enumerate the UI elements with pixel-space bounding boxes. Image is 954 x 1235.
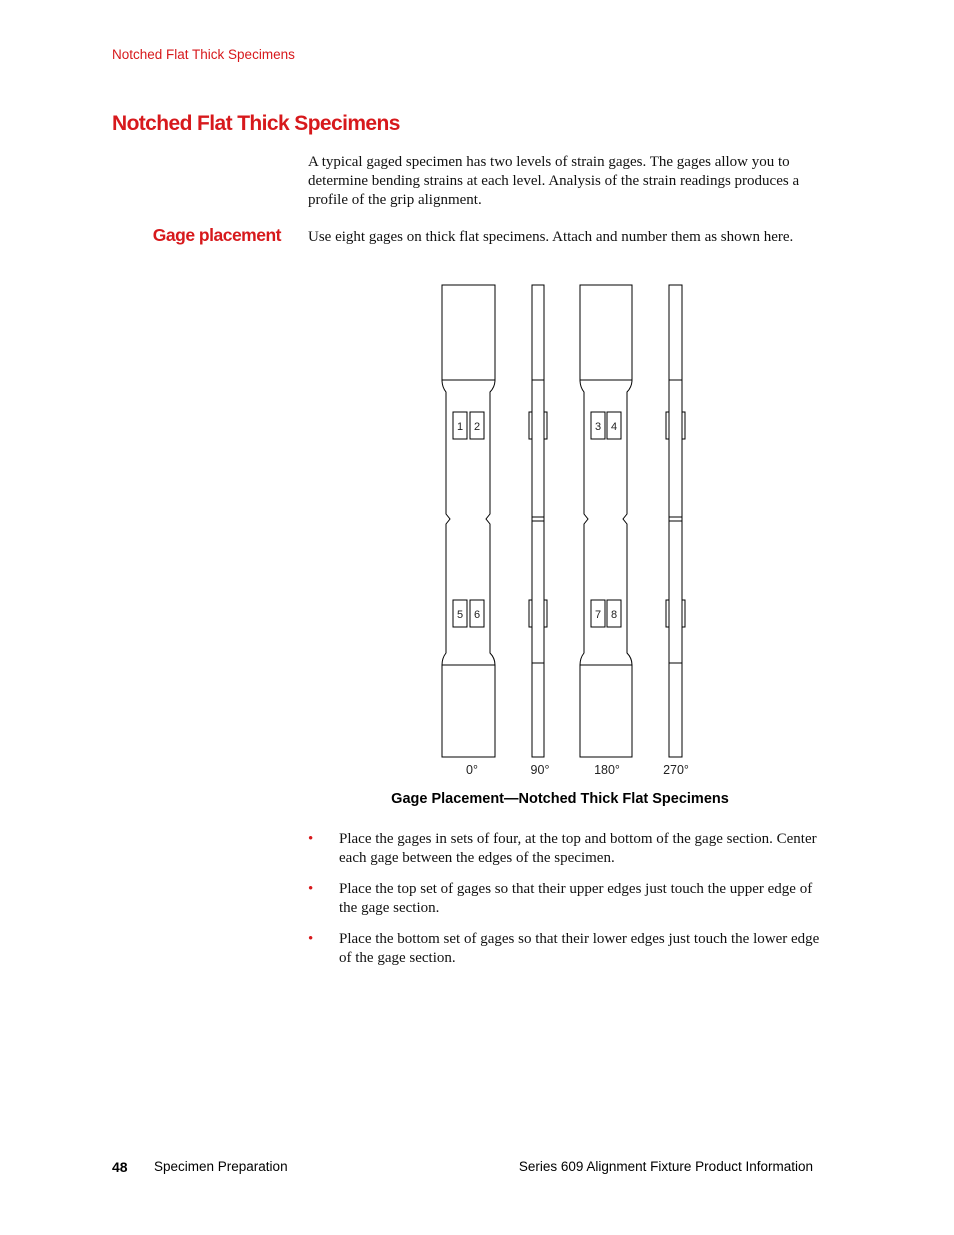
gage-label-4: 4 xyxy=(610,421,618,433)
gage-label-6: 6 xyxy=(473,609,481,621)
edge-gage xyxy=(529,600,532,627)
page-number: 48 xyxy=(112,1159,128,1175)
list-item xyxy=(308,880,828,918)
gage-label-3: 3 xyxy=(594,421,602,433)
footer-doc-title: Series 609 Alignment Fixture Product Information xyxy=(518,1159,813,1174)
instruction-list xyxy=(308,830,828,980)
specimen-180-outline xyxy=(580,285,632,757)
edge-gage xyxy=(666,600,669,627)
edge-gage xyxy=(682,412,685,439)
gage-label-5: 5 xyxy=(456,609,464,621)
bullet-icon: • xyxy=(308,931,314,947)
specimen-0-outline xyxy=(442,285,495,757)
bullet-icon: • xyxy=(308,831,314,847)
section-title: Notched Flat Thick Specimens xyxy=(112,112,400,135)
edge-gage xyxy=(544,412,547,439)
edge-gage xyxy=(529,412,532,439)
edge-gage xyxy=(666,412,669,439)
gage-label-8: 8 xyxy=(610,609,618,621)
angle-label-0: 0° xyxy=(466,763,478,777)
edge-gage xyxy=(544,600,547,627)
gage-placement-heading: Gage placement xyxy=(152,225,281,245)
intro-paragraph: A typical gaged specimen has two levels of strain gages. The gages allow you to determine bending strains at each level. Analysis of the strain readings produces a profile of the grip alignment. xyxy=(308,154,800,208)
list-item xyxy=(308,830,828,868)
figure-caption: Gage Placement—Notched Thick Flat Specimens xyxy=(391,791,729,807)
gage-label-7: 7 xyxy=(594,609,602,621)
gage-label-1: 1 xyxy=(456,421,464,433)
footer-chapter: Specimen Preparation xyxy=(154,1159,288,1174)
running-header: Notched Flat Thick Specimens xyxy=(112,47,295,62)
list-item-text: Place the top set of gages so that their upper edges just touch the upper edge of the gage section. xyxy=(339,881,813,916)
list-item-text: Place the bottom set of gages so that their lower edges just touch the lower edge of the gage section. xyxy=(339,931,820,966)
bullet-icon: • xyxy=(308,881,314,897)
edge-gage xyxy=(682,600,685,627)
list-item xyxy=(308,930,828,968)
angle-label-270: 270° xyxy=(663,763,689,777)
gage-placement-figure xyxy=(420,272,720,787)
gage-label-2: 2 xyxy=(473,421,481,433)
angle-label-180: 180° xyxy=(594,763,620,777)
list-item-text: Place the gages in sets of four, at the top and bottom of the gage section. Center each gage between the edges of the specimen. xyxy=(339,831,817,866)
angle-label-90: 90° xyxy=(530,763,550,777)
gage-placement-text: Use eight gages on thick flat specimens. Attach and number them as shown here. xyxy=(308,229,794,245)
